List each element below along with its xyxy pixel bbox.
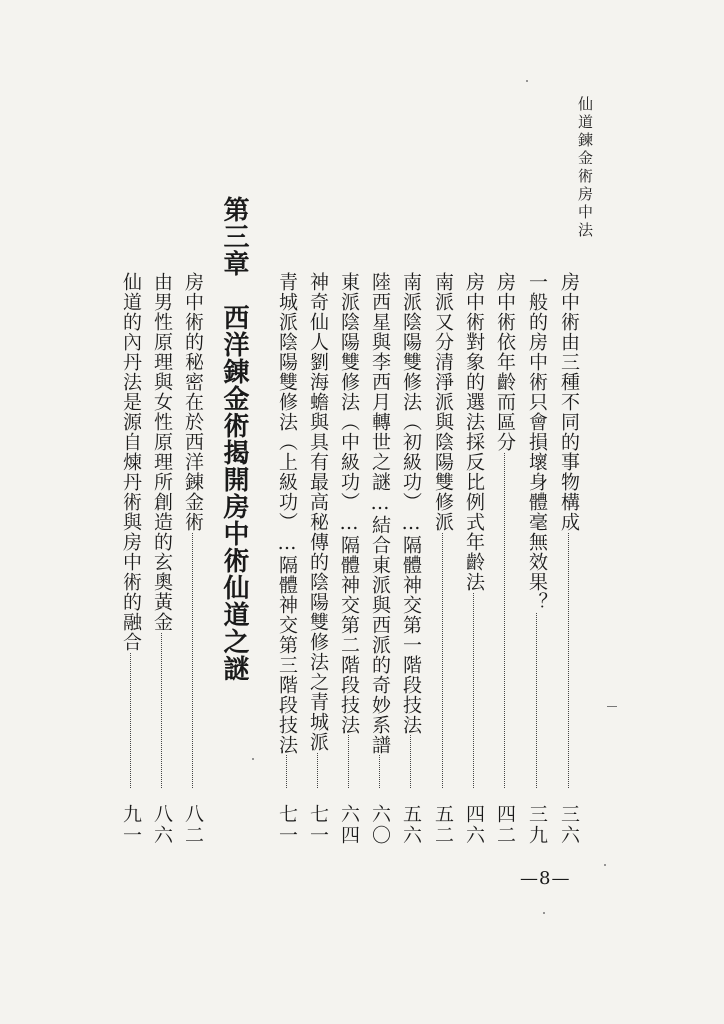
toc-entry-page: 三六 bbox=[558, 804, 580, 846]
toc-entry-page: 七一 bbox=[307, 804, 329, 846]
toc-entry-title: 南派陰陽雙修法（初級功）…隔體神交第一階段技法 bbox=[400, 272, 422, 735]
toc-entry-page: 三九 bbox=[526, 804, 548, 846]
scan-speck bbox=[526, 80, 528, 82]
toc-entry bbox=[118, 272, 144, 846]
toc-entry bbox=[180, 272, 206, 846]
toc-entry-page: 四六 bbox=[463, 804, 485, 846]
toc-entry-title: 房中術的秘密在於西洋錬金術 bbox=[182, 272, 204, 532]
toc-entry-page: 六〇 bbox=[369, 804, 391, 846]
toc-entry-title: 陸西星與李西月轉世之謎…結合東派與西派的奇妙系譜 bbox=[369, 272, 391, 755]
toc-entry-title: 房中術由三種不同的事物構成 bbox=[558, 272, 580, 532]
toc-entry-page: 八六 bbox=[151, 804, 173, 846]
toc-entry bbox=[492, 272, 518, 846]
chapter-heading: 第三章 西洋錬金術揭開房中術仙道之謎 bbox=[219, 196, 249, 682]
running-head: 仙道鍊金術房中法 bbox=[576, 96, 594, 240]
toc-entry-title: 南派又分清淨派與陰陽雙修派 bbox=[432, 272, 454, 532]
toc-entry-title: 房中術對象的選法採反比例式年齡法 bbox=[463, 272, 485, 592]
scan-speck bbox=[604, 864, 606, 866]
toc-entry-title: 東派陰陽雙修法（中級功）…隔體神交第二階段技法 bbox=[338, 272, 360, 735]
toc-entry bbox=[556, 272, 582, 846]
toc-entry bbox=[336, 272, 362, 846]
toc-entry bbox=[524, 272, 550, 846]
toc-entry-title: 由男性原理與女性原理所創造的玄奧黃金 bbox=[151, 272, 173, 632]
toc-entry bbox=[430, 272, 456, 846]
toc-entry bbox=[305, 272, 331, 846]
toc-entry bbox=[149, 272, 175, 846]
toc-entry-page: 四二 bbox=[494, 804, 516, 846]
toc-entry bbox=[461, 272, 487, 846]
page-number: —8— bbox=[520, 868, 571, 889]
toc-entry-page: 九一 bbox=[120, 804, 142, 846]
toc-entry-page: 八二 bbox=[182, 804, 204, 846]
toc-entry bbox=[398, 272, 424, 846]
toc-entry-page: 六四 bbox=[338, 804, 360, 846]
scan-speck bbox=[607, 706, 617, 707]
toc-entry bbox=[367, 272, 393, 846]
toc-entry-page: 七一 bbox=[276, 804, 298, 846]
toc-entry-title: 神奇仙人劉海蟾與具有最高秘傳的陰陽雙修法之青城派 bbox=[307, 272, 329, 752]
scan-speck bbox=[543, 912, 545, 914]
toc-entry-page: 五二 bbox=[432, 804, 454, 846]
toc-entry bbox=[274, 272, 300, 846]
toc-entry-title: 仙道的內丹法是源自煉丹術與房中術的融合 bbox=[120, 272, 142, 652]
toc-entry-title: 一般的房中術只會損壞身體毫無效果？ bbox=[526, 272, 548, 612]
toc-entry-title: 青城派陰陽雙修法（上級功）…隔體神交第三階段技法 bbox=[276, 272, 298, 755]
toc-entry-title: 房中術依年齡而區分 bbox=[494, 272, 516, 452]
scan-speck bbox=[252, 758, 254, 760]
toc-entry-page: 五六 bbox=[400, 804, 422, 846]
